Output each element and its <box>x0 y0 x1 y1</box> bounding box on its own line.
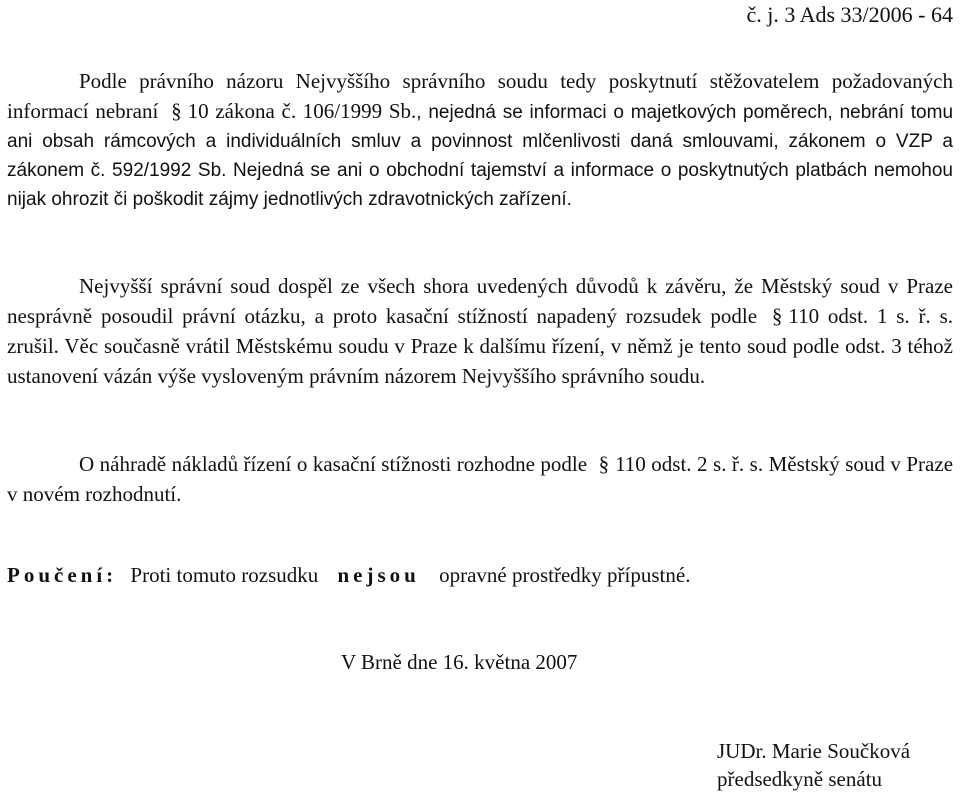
section-sign: § <box>598 452 610 476</box>
section-sign: § <box>771 304 783 328</box>
paragraph-1-text-c: , nejedná se informaci o majetkových poměrech, nebrání tomu ani obsah rámcových a individuálních smluv a povinnost mlčenlivosti daná smlouvami, zákonem o VZP a zákonem č. 592/1992 Sb. Nejedná se ani o obchodní tajemství a informace o poskytnutých platbách nemohou nijak ohrozit či poškodit zájmy jednotlivých zdravotnických zařízení. <box>7 102 954 210</box>
case-reference: č. j. 3 Ads 33/2006 - 64 <box>746 2 953 27</box>
paragraph-1-text-a: Podle právního názoru Nejvyššího správního soudu tedy poskytnutí stěžovatelem požadovaných informací nebraní <box>7 69 953 123</box>
instruction-text-a: Proti tomuto rozsudku <box>130 563 319 587</box>
signer-title: předsedkyně senátu <box>717 767 883 791</box>
paragraph-court-conclusion <box>7 271 953 391</box>
paragraph-2-text-b: 110 odst. 1 s. ř. s. zrušil. Věc současně vrátil Městskému soudu v Praze k dalšímu řízení, v němž je tento soud podle odst. 3 téhož ustanovení vázán výše vysloveným právním názorem Nejvyššího správního soudu. <box>7 304 954 388</box>
section-sign: § <box>171 99 182 123</box>
paragraph-legal-opinion <box>7 66 953 214</box>
paragraph-2-text-a: Nejvyšší správní soud dospěl ze všech shora uvedených důvodů k závěru, že Městský soud v Praze nesprávně posoudil právní otázku, a proto kasační stížností napadený rozsudek podle <box>7 274 953 328</box>
instruction-text-b: opravné prostředky přípustné. <box>439 563 691 587</box>
place-and-date: V Brně dne 16. května 2007 <box>341 650 578 674</box>
legal-instruction <box>7 563 690 588</box>
instruction-emphasis: nejsou <box>337 563 420 587</box>
paragraph-3-text-a: O náhradě nákladů řízení o kasační stížnosti rozhodne podle <box>79 452 588 476</box>
signature-block <box>717 737 910 793</box>
signer-name: JUDr. Marie Součková <box>717 739 911 763</box>
paragraph-3-text-b: 110 odst. 2 s. ř. s. Městský soud v Praze v novém rozhodnutí. <box>7 452 954 506</box>
paragraph-costs <box>7 449 953 509</box>
instruction-label: Poučení: <box>7 563 118 587</box>
paragraph-1-text-b: 10 zákona č. 106/1999 Sb. <box>187 99 417 123</box>
